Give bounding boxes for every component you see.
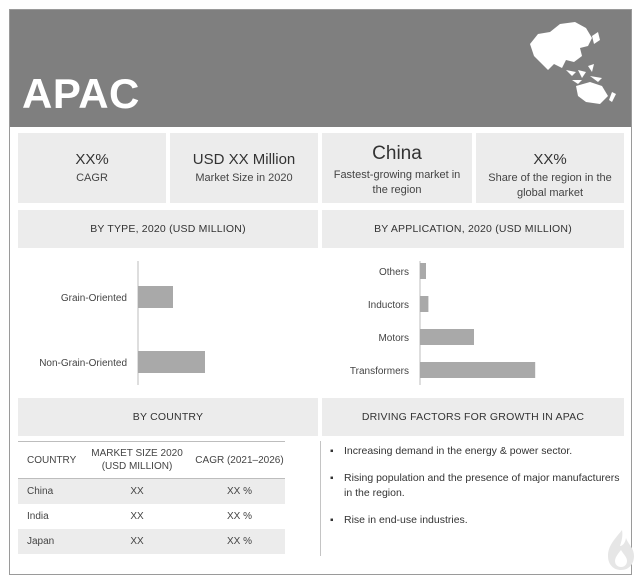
list-item: ▪ Rise in end-use industries.	[330, 513, 620, 528]
header-country: COUNTRY	[27, 454, 77, 466]
cell-country: India	[27, 511, 49, 522]
chart-category-label: Non-Grain-Oriented	[39, 358, 127, 369]
kpi-label: Market Size in 2020	[195, 172, 293, 184]
kpi-value: XX%	[75, 151, 109, 168]
chart-bar	[420, 362, 535, 378]
by-application-bar-chart	[322, 255, 624, 390]
kpi-value: XX%	[533, 151, 567, 168]
chart-category-label: Others	[378, 267, 409, 278]
kpi-value: China	[372, 143, 422, 164]
header-market-size: MARKET SIZE 2020 (USD MILLION)	[91, 448, 183, 472]
kpi-fastest-market	[322, 133, 472, 203]
table-row	[18, 529, 285, 554]
region-title: APAC	[22, 70, 140, 117]
cell-market-size: XX	[130, 536, 144, 547]
cell-cagr: XX %	[226, 486, 252, 497]
kpi-value: USD XX Million	[192, 151, 296, 168]
cell-market-size: XX	[130, 486, 144, 497]
header-cagr: CAGR (2021–2026)	[195, 454, 284, 466]
list-item: ▪ Increasing demand in the energy & power sector.	[330, 444, 620, 459]
cell-cagr: XX %	[226, 511, 252, 522]
chart-bar	[138, 286, 173, 308]
kpi-cagr	[18, 133, 166, 203]
section-driving-factors: DRIVING FACTORS FOR GROWTH IN APAC	[322, 398, 624, 436]
table-row	[18, 504, 285, 529]
driving-factors-list	[330, 444, 620, 540]
kpi-label: CAGR	[76, 172, 108, 184]
table-row	[18, 479, 285, 504]
section-by-type: BY TYPE, 2020 (USD MILLION)	[18, 210, 318, 248]
kpi-label: Fastest-growing market in the region	[333, 169, 461, 196]
flame-logo-icon	[604, 528, 638, 572]
by-type-bar-chart	[18, 255, 318, 390]
chart-bar	[138, 351, 205, 373]
chart-bar	[420, 329, 474, 345]
list-item: ▪ Rising population and the presence of major manufacturers in the region.	[330, 471, 620, 501]
chart-category-label: Transformers	[349, 366, 409, 377]
kpi-market-size	[170, 133, 318, 203]
chart-category-label: Motors	[378, 333, 409, 344]
country-table	[18, 441, 285, 554]
section-by-country: BY COUNTRY	[18, 398, 318, 436]
cell-cagr: XX %	[226, 536, 252, 547]
chart-category-label: Grain-Oriented	[60, 293, 127, 304]
cell-market-size: XX	[130, 511, 144, 522]
cell-country: Japan	[27, 536, 55, 547]
section-by-application: BY APPLICATION, 2020 (USD MILLION)	[322, 210, 624, 248]
asia-pacific-map-icon	[520, 14, 630, 109]
chart-category-label: Inductors	[367, 300, 409, 311]
kpi-label: Share of the region in the global market	[488, 172, 612, 199]
kpi-global-share	[476, 133, 624, 203]
cell-country: China	[27, 486, 54, 497]
chart-bar	[420, 263, 426, 279]
column-divider	[320, 441, 321, 556]
chart-bar	[420, 296, 428, 312]
table-header-row	[18, 441, 285, 479]
